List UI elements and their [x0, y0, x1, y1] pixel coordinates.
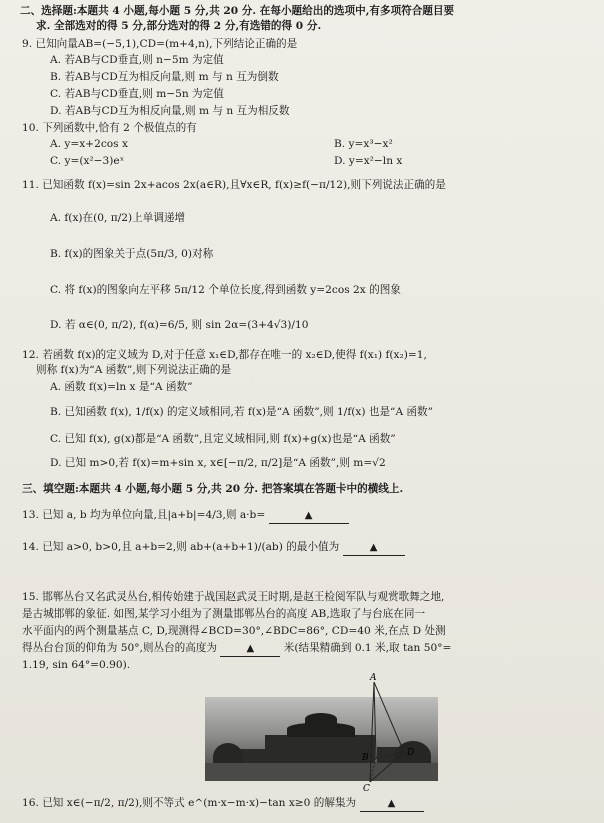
label-c: C	[363, 784, 370, 792]
question-10-option-c: C. y=(x²−3)eˣ	[50, 155, 125, 167]
question-10-stem: 10. 下列函数中,恰有 2 个极值点的有	[22, 122, 197, 134]
question-10-option-a: A. y=x+2cos x	[50, 138, 128, 150]
question-9-option-a: A. 若AB与CD垂直,则 n−5m 为定值	[50, 54, 224, 66]
question-15-line-3: 水平面内的两个测量基点 C, D,现测得∠BCD=30°,∠BDC=86°, CD=40 米,在点 D 处测	[22, 625, 446, 637]
question-12-option-a: A. 函数 f(x)=ln x 是“A 函数”	[50, 381, 193, 393]
question-14-text	[22, 540, 405, 556]
section-header-fill-in: 三、填空题:本题共 4 小题,每小题 5 分,共 20 分. 把答案填在答题卡中的横线上.	[22, 483, 404, 495]
answer-marker-icon: ▲	[369, 542, 378, 553]
question-12-stem: 12. 若函数 f(x)的定义域为 D,对于任意 x₁∈D,都存在唯一的 x₂∈D,使得 f(x₁) f(x₂)=1,	[22, 349, 427, 361]
question-9-option-d: D. 若AB与CD互为相反向量,则 m 与 n 互为相反数	[50, 105, 290, 117]
answer-marker-icon: ▲	[304, 510, 313, 521]
question-15-line-4-end: 米(结果精确到 0.1 米,取 tan 50°=	[283, 642, 452, 654]
question-15-line-1: 15. 邯郸丛台又名武灵丛台,相传始建于战国赵武灵王时期,是赵王检阅军队与观赏歌舞之地,	[22, 591, 445, 603]
question-15-answer-blank	[220, 641, 280, 657]
segment-ad	[374, 682, 404, 752]
segment-cd	[370, 752, 404, 782]
question-16-answer-blank	[360, 796, 424, 812]
question-9-stem: 9. 已知向量AB=(−5,1),CD=(m+4,n),下列结论正确的是	[22, 38, 298, 50]
question-13-answer-blank	[269, 508, 349, 524]
segment-bd	[376, 752, 404, 758]
question-14-stem: 14. 已知 a>0, b>0,且 a+b=2,则 ab+(a+b+1)/(ab) 的最小值为	[22, 541, 340, 553]
question-15-line-5: 1.19, sin 64°=0.90).	[22, 659, 131, 671]
question-9-option-c: C. 若AB与CD垂直,则 m−5n 为定值	[50, 88, 224, 100]
section-header-multiple-choice: 二、选择题:本题共 4 小题,每小题 5 分,共 20 分. 在每小题给出的选项中,有多项符合题目要	[20, 5, 455, 17]
question-11-option-c: C. 将 f(x)的图象向左平移 5π/12 个单位长度,得到函数 y=2cos 2x 的图象	[50, 284, 401, 296]
question-15-line-4	[22, 641, 451, 657]
label-a: A	[370, 673, 377, 683]
question-12-option-d: D. 已知 m>0,若 f(x)=m+sin x, x∈[−π/2, π/2]是“A 函数”,则 m=√2	[50, 457, 386, 469]
question-11-option-d: D. 若 α∈(0, π/2), f(α)=6/5, 则 sin 2α=(3+4√3)/10	[50, 319, 309, 331]
question-15-line-2: 是古城邯郸的象征. 如图,某学习小组为了测量邯郸丛台的高度 AB,选取了与台底在同一	[22, 608, 426, 620]
question-10-option-b: B. y=x³−x²	[334, 138, 393, 150]
question-13-text	[22, 508, 349, 524]
question-12-stem-cont: 则称 f(x)为“A 函数”,则下列说法正确的是	[36, 364, 232, 376]
label-b: B	[362, 753, 369, 763]
question-16-stem: 16. 已知 x∈(−π/2, π/2),则不等式 e^(m·x−m·x)−tan x≥0 的解集为	[22, 797, 357, 809]
label-d: D	[407, 748, 415, 758]
question-11-stem: 11. 已知函数 f(x)=sin 2x+acos 2x(a∈R),且∀x∈R, f(x)≥f(−π/12),则下列说法正确的是	[22, 179, 446, 191]
question-13-stem: 13. 已知 a, b 均为单位向量,且|a+b|=4/3,则 a·b=	[22, 509, 266, 521]
geometry-figure	[350, 672, 440, 792]
answer-marker-icon: ▲	[246, 643, 255, 654]
question-14-answer-blank	[343, 540, 405, 556]
question-9-option-b: B. 若AB与CD互为相反向量,则 m 与 n 互为倒数	[50, 71, 279, 83]
segment-ab	[374, 682, 376, 758]
question-16-text	[22, 796, 424, 812]
question-12-option-c: C. 已知 f(x), g(x)都是“A 函数”,且定义域相同,则 f(x)+g(x)也是“A 函数”	[50, 433, 396, 445]
question-10-option-d: D. y=x²−ln x	[334, 155, 403, 167]
question-15-line-4-start: 得丛台台顶的仰角为 50°,则丛台的高度为	[22, 642, 218, 654]
answer-marker-icon: ▲	[387, 798, 396, 809]
section-header-multiple-choice-cont: 求. 全部选对的得 5 分,部分选对的得 2 分,有选错的得 0 分.	[36, 20, 322, 32]
question-12-option-b: B. 已知函数 f(x), 1/f(x) 的定义域相同,若 f(x)是“A 函数”,则 1/f(x) 也是“A 函数”	[50, 406, 434, 418]
question-11-option-a: A. f(x)在(0, π/2)上单调递增	[50, 212, 186, 224]
question-11-option-b: B. f(x)的图象关于点(5π/3, 0)对称	[50, 248, 214, 260]
